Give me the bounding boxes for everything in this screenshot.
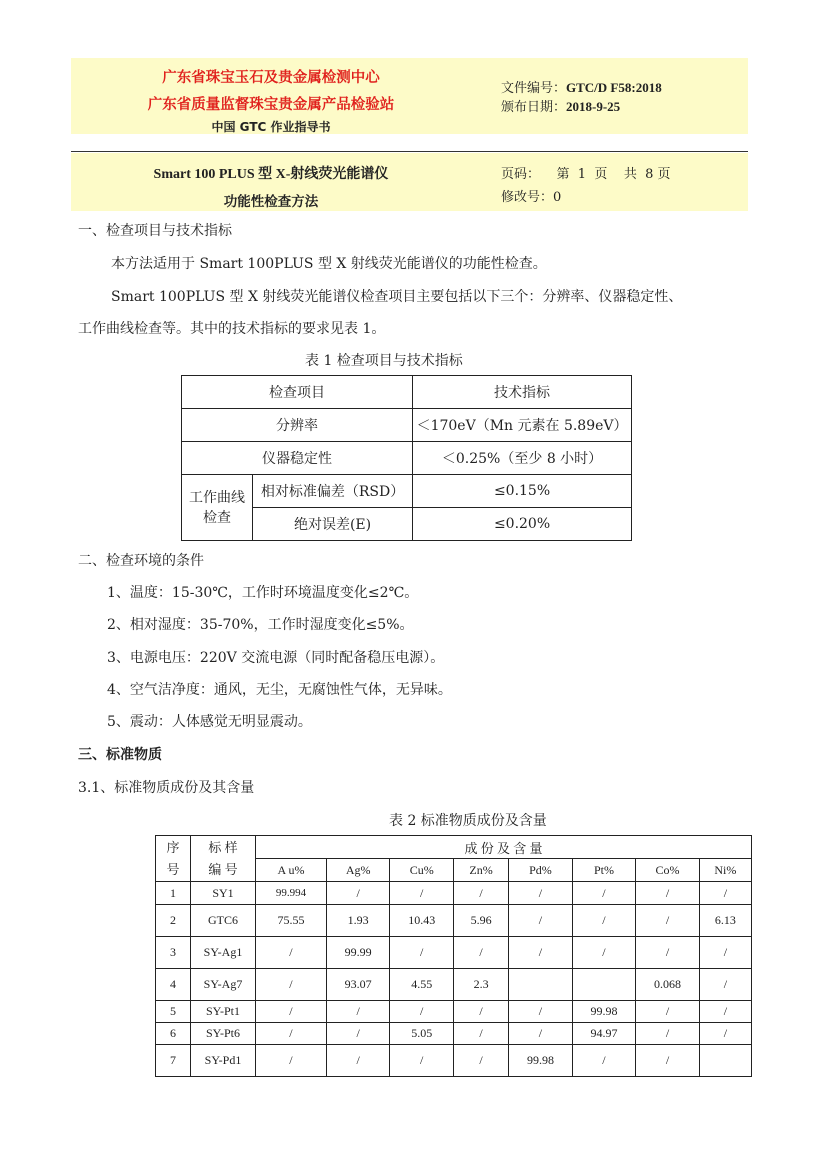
table-cell: / [509,882,573,905]
table-2-column-header: Ag% [326,859,390,882]
table-cell: / [699,882,751,905]
table-1-row-item: 相对标准偏差（RSD） [253,475,413,508]
table-2-column-header: Ni% [699,859,751,882]
organization-name-1: 广东省珠宝玉石及贵金属检测中心 [162,70,380,86]
table-cell: / [699,969,751,1001]
document-number [501,77,662,96]
table-1-row-spec: ＜170eV（Mn 元素在 5.89eV） [413,409,632,442]
table-cell: 4.55 [390,969,454,1001]
table-cell: / [699,1001,751,1023]
table-cell: 5.05 [390,1023,454,1045]
table-row [156,905,752,937]
table-2-column-header: Co% [636,859,700,882]
header-divider [71,151,748,152]
table-cell: / [326,882,390,905]
table-cell [699,1045,751,1077]
table-2-header-sample [191,836,256,882]
table-cell: GTC6 [191,905,256,937]
table-cell: SY-Pt6 [191,1023,256,1045]
table-row [156,937,752,969]
document-title-block [71,153,748,211]
table-cell: / [390,882,454,905]
table-cell [572,969,636,1001]
document-header [71,58,748,134]
table-cell: 1.93 [326,905,390,937]
table-cell: / [453,937,508,969]
table-cell: 6.13 [699,905,751,937]
table-cell: / [390,1045,454,1077]
table-cell: / [636,905,700,937]
table-cell: 2.3 [453,969,508,1001]
table-cell: 6 [156,1023,191,1045]
revision-number: 修改号：0 [501,190,562,205]
table-cell: SY-Ag7 [191,969,256,1001]
section-2-heading: 二、检查环境的条件 [78,553,204,569]
table-cell: 10.43 [390,905,454,937]
table-2-column-header: Cu% [390,859,454,882]
table-cell: / [636,1001,700,1023]
table-cell: / [453,1001,508,1023]
table-cell: / [699,1023,751,1045]
table-2-column-header: A u% [256,859,327,882]
table-cell: 99.98 [509,1045,573,1077]
document-number-value: GTC/D F58:2018 [566,80,662,95]
table-cell: / [636,1045,700,1077]
table-1-row-spec: ≤0.15% [413,475,632,508]
table-2-header-composition: 成 份 及 含 量 [256,836,752,859]
table-cell: / [390,1001,454,1023]
table-cell: SY-Ag1 [191,937,256,969]
table-cell: 99.994 [256,882,327,905]
paragraph-2-line-1: Smart 100PLUS 型 X 射线荧光能谱仪检查项目主要包括以下三个：分辨率、仪器稳定性、 [111,289,683,305]
table-cell: / [453,1023,508,1045]
table-2-header-sample-line-1: 标 样 [208,839,238,855]
table-cell: 99.98 [572,1001,636,1023]
table-cell: / [326,1023,390,1045]
paragraph-2-line-2: 工作曲线检查等。其中的技术指标的要求见表 1。 [78,321,386,337]
table-cell: / [636,937,700,969]
table-cell: / [636,882,700,905]
table-cell: 94.97 [572,1023,636,1045]
table-cell: SY-Pd1 [191,1045,256,1077]
table-2-column-header: Pd% [509,859,573,882]
table-cell: / [453,1045,508,1077]
table-cell: / [509,905,573,937]
issue-date [501,96,620,115]
table-1-row-item: 仪器稳定性 [182,442,413,475]
table-1-header-item: 检查项目 [182,376,413,409]
table-row [156,882,752,905]
issue-date-value: 2018-9-25 [566,99,621,114]
table-2-column-header: Pt% [572,859,636,882]
table-cell: / [390,937,454,969]
environment-condition: 1、温度：15-30℃，工作时环境温度变化≤2℃。 [107,585,419,601]
table-1-group-label: 工作曲线检查 [182,475,253,541]
table-cell: / [509,1001,573,1023]
table-cell: SY1 [191,882,256,905]
table-1-caption: 表 1 检查项目与技术指标 [305,353,463,369]
table-cell: 0.068 [636,969,700,1001]
table-1-row-spec: ≤0.20% [413,508,632,541]
table-cell: / [699,937,751,969]
table-cell: 2 [156,905,191,937]
reference-materials-table [155,835,752,1077]
section-3-heading: 三、标准物质 [78,747,162,763]
table-cell: / [509,1023,573,1045]
table-2-header-number-line-1: 序 [166,839,180,855]
environment-condition: 2、相对湿度：35-70%，工作时湿度变化≤5%。 [107,617,414,633]
table-row [156,1045,752,1077]
table-cell: 5 [156,1001,191,1023]
table-cell: / [636,1023,700,1045]
table-cell: 7 [156,1045,191,1077]
section-3-1-heading: 3.1、标准物质成份及其含量 [78,780,255,796]
document-number-label: 文件编号： [501,81,567,96]
table-cell: 5.96 [453,905,508,937]
table-cell: 3 [156,937,191,969]
table-1-row-spec: ＜0.25%（至少 8 小时） [413,442,632,475]
table-cell: 1 [156,882,191,905]
table-cell: / [572,1045,636,1077]
organization-name-2: 广东省质量监督珠宝贵金属产品检验站 [147,97,395,113]
document-type: 中国 GTC 作业指导书 [211,120,331,134]
table-cell: SY-Pt1 [191,1001,256,1023]
table-cell: / [256,1045,327,1077]
table-cell: / [453,882,508,905]
table-row [156,1023,752,1045]
table-cell: / [572,937,636,969]
table-cell: 75.55 [256,905,327,937]
section-1-heading: 一、检查项目与技术指标 [78,223,232,239]
document-title: Smart 100 PLUS 型 X-射线荧光能谱仪 [153,167,389,182]
table-2-column-header: Zn% [453,859,508,882]
inspection-items-table [181,375,632,541]
table-cell: / [326,1001,390,1023]
environment-condition: 4、空气洁净度：通风，无尘，无腐蚀性气体，无异味。 [107,682,452,698]
table-cell: 99.99 [326,937,390,969]
table-2-caption: 表 2 标准物质成份及含量 [389,813,547,829]
table-row [156,1001,752,1023]
table-cell [509,969,573,1001]
table-2-header-number [156,836,191,882]
table-cell: / [256,969,327,1001]
environment-condition: 5、震动：人体感觉无明显震动。 [107,714,312,730]
environment-condition: 3、电源电压：220V 交流电源（同时配备稳压电源）。 [107,650,445,666]
table-cell: / [572,882,636,905]
table-cell: 4 [156,969,191,1001]
table-1-row-item: 分辨率 [182,409,413,442]
table-cell: / [509,937,573,969]
page-info: 页码： 第 1 页 共 8 页 [501,167,671,182]
table-row [156,969,752,1001]
table-cell: / [256,1023,327,1045]
table-cell: / [572,905,636,937]
paragraph-1: 本方法适用于 Smart 100PLUS 型 X 射线荧光能谱仪的功能性检查。 [111,256,547,272]
table-1-row-item: 绝对误差(E) [253,508,413,541]
document-subtitle: 功能性检查方法 [223,194,319,210]
table-2-header-number-line-2: 号 [166,861,180,877]
table-1-header-spec: 技术指标 [413,376,632,409]
issue-date-label: 颁布日期： [501,100,567,115]
table-2-header-sample-line-2: 编 号 [208,861,238,877]
table-cell: / [256,937,327,969]
table-cell: / [256,1001,327,1023]
table-cell: / [326,1045,390,1077]
table-cell: 93.07 [326,969,390,1001]
